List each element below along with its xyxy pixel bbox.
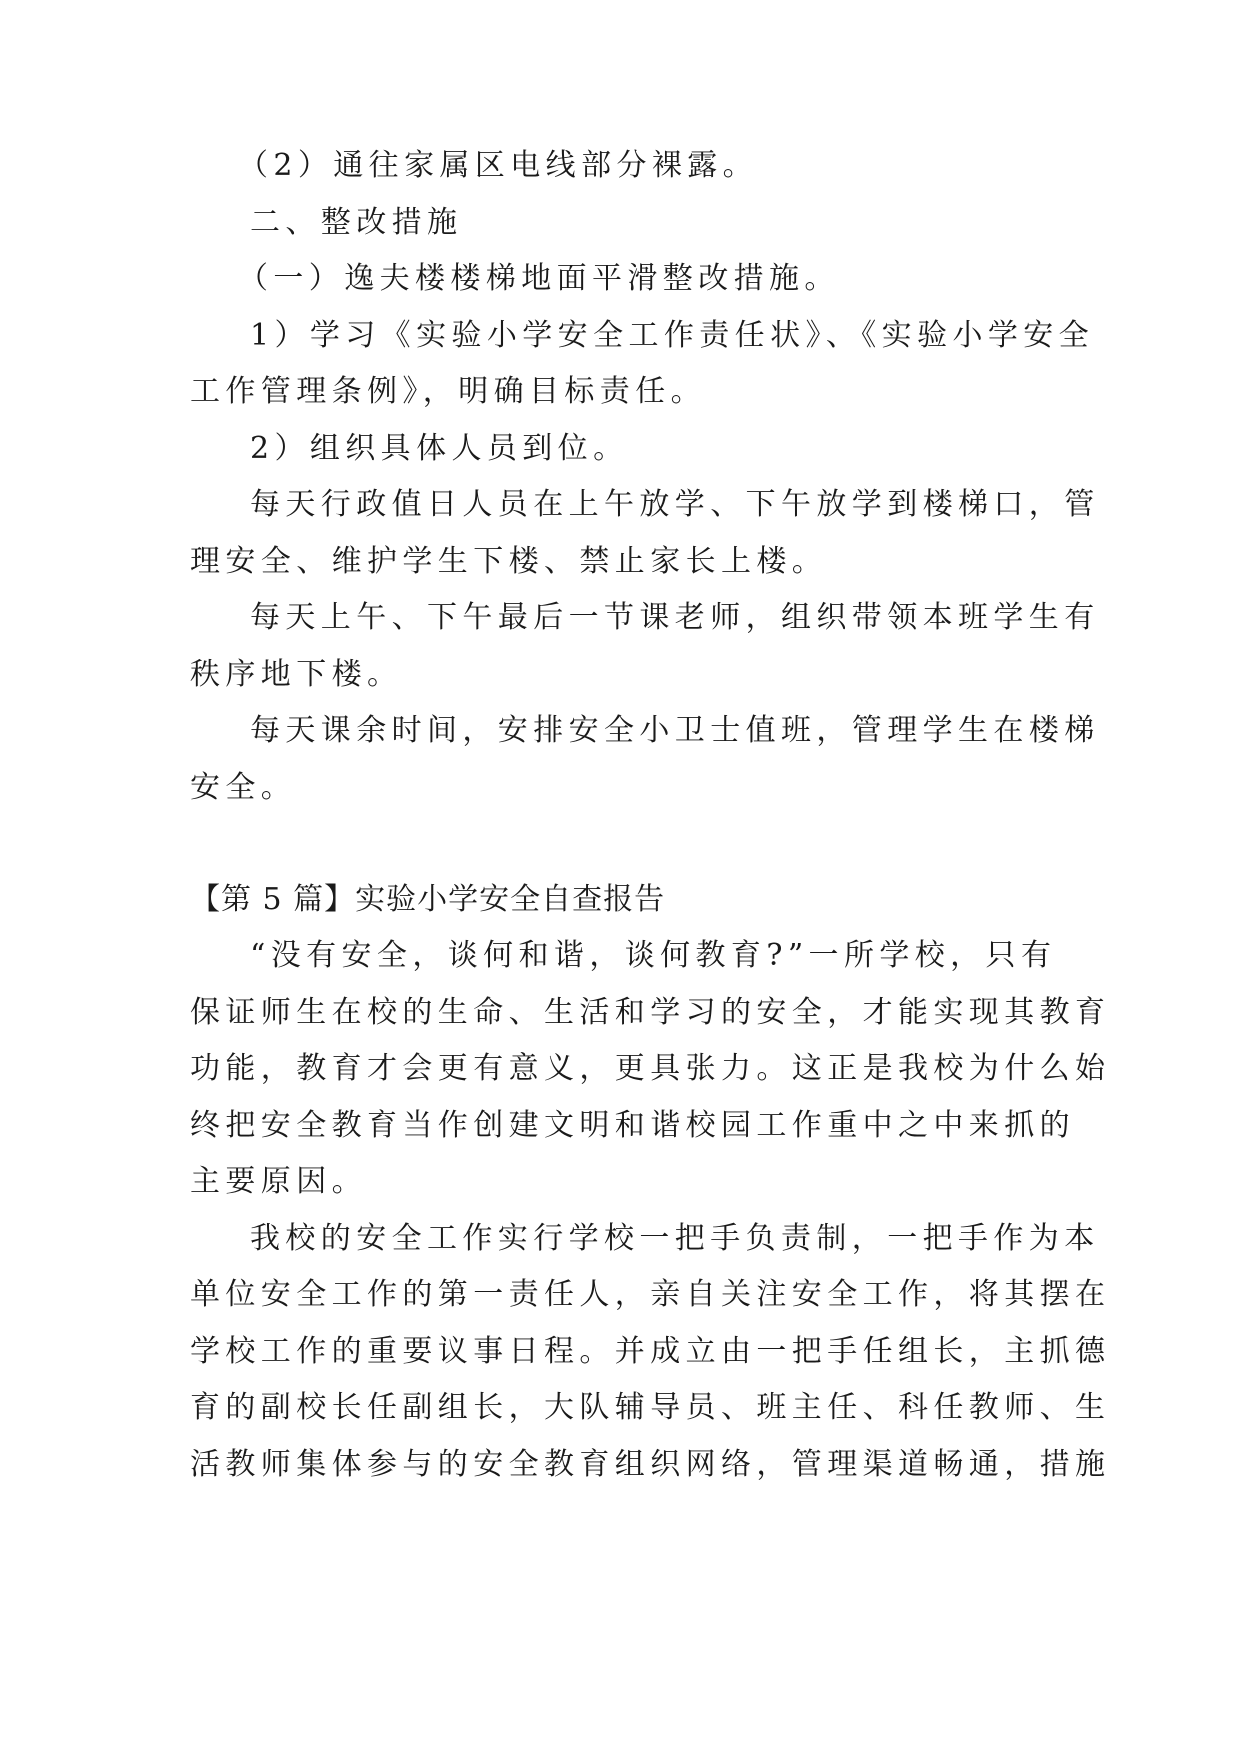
paragraph-line: 每天行政值日人员在上午放学、下午放学到楼梯口，管 (250, 487, 1100, 522)
paragraph-line: 工作管理条例》，明确目标责任。 (190, 374, 706, 409)
paragraph-line: “没有安全，谈何和谐，谈何教育?”一所学校，只有 (250, 938, 1057, 973)
paragraph-line: 活教师集体参与的安全教育组织网络，管理渠道畅通，措施 (190, 1447, 1111, 1482)
paragraph-line: （2）通往家属区电线部分裸露。 (238, 148, 759, 183)
paragraph-line: 育的副校长任副组长，大队辅导员、班主任、科任教师、生 (190, 1390, 1111, 1425)
paragraph-line: 每天上午、下午最后一节课老师，组织带领本班学生有 (250, 600, 1100, 635)
paragraph-line: 我校的安全工作实行学校一把手负责制，一把手作为本 (250, 1221, 1100, 1256)
paragraph-line: 理安全、维护学生下楼、禁止家长上楼。 (190, 544, 828, 579)
article-title: 【第 5 篇】实验小学安全自查报告 (190, 882, 666, 917)
paragraph-line: 功能，教育才会更有意义，更具张力。这正是我校为什么始 (190, 1051, 1111, 1086)
section-heading: 二、整改措施 (250, 205, 463, 240)
paragraph-line: 单位安全工作的第一责任人，亲自关注安全工作，将其摆在 (190, 1277, 1111, 1312)
subsection-heading: （一）逸夫楼楼梯地面平滑整改措施。 (238, 261, 840, 296)
paragraph-line: 2）组织具体人员到位。 (250, 431, 629, 466)
paragraph-line: 主要原因。 (190, 1164, 367, 1199)
paragraph-line: 保证师生在校的生命、生活和学习的安全，才能实现其教育 (190, 995, 1111, 1030)
paragraph-line: 终把安全教育当作创建文明和谐校园工作重中之中来抓的 (190, 1108, 1075, 1143)
paragraph-line: 秩序地下楼。 (190, 657, 403, 692)
paragraph-line: 1）学习《实验小学安全工作责任状》、《实验小学安全 (250, 318, 1095, 353)
paragraph-line: 学校工作的重要议事日程。并成立由一把手任组长，主抓德 (190, 1334, 1111, 1369)
paragraph-line: 每天课余时间，安排安全小卫士值班，管理学生在楼梯 (250, 713, 1100, 748)
paragraph-line: 安全。 (190, 770, 297, 805)
